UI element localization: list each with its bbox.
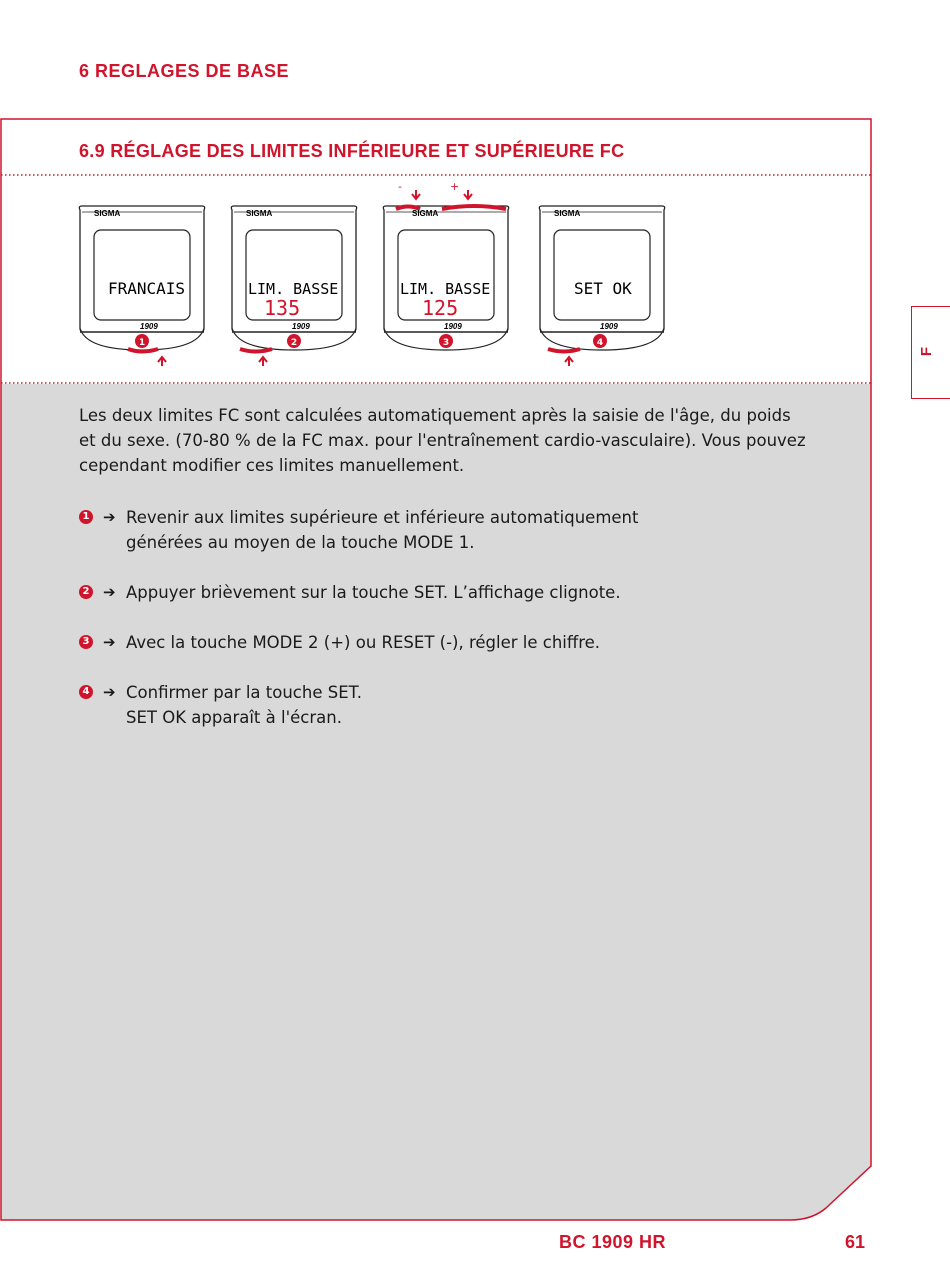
step-marker: 1 bbox=[138, 338, 146, 348]
press-arrow-icon bbox=[158, 357, 166, 366]
step-text: Revenir aux limites supérieure et inférieure automatiquement générées au moyen de la touche MODE 1. bbox=[126, 508, 639, 552]
step-number: 3 bbox=[79, 635, 93, 649]
device-display-line1: SET OK bbox=[574, 279, 632, 298]
intro-paragraph: Les deux limites FC sont calculées automatiquement après la saisie de l'âge, du poids et du sexe. (70-80 % de la FC max. pour l'entraînement cardio-vasculaire). Vous pouvez cependant modifier ces limites manuellement. bbox=[79, 406, 806, 475]
language-tab[interactable] bbox=[911, 306, 950, 399]
press-arrow-icon bbox=[565, 357, 573, 366]
press-arrow-icon bbox=[412, 190, 420, 199]
device-display-line2: 135 bbox=[264, 296, 301, 320]
brand-logo: SIGMA bbox=[412, 209, 439, 218]
footer-model: BC 1909 HR bbox=[559, 1232, 667, 1252]
step-text: Confirmer par la touche SET. SET OK apparaît à l'écran. bbox=[126, 683, 362, 727]
device-display-line1: LIM. BASSE bbox=[248, 280, 339, 298]
device-display-line1: LIM. BASSE bbox=[400, 280, 491, 298]
step-text: Avec la touche MODE 2 (+) ou RESET (-), régler le chiffre. bbox=[126, 633, 601, 652]
step-marker: 4 bbox=[596, 338, 604, 348]
step-marker: 2 bbox=[290, 338, 298, 348]
model-label: 1909 bbox=[140, 322, 158, 331]
device-1 bbox=[79, 206, 204, 366]
brand-logo: SIGMA bbox=[246, 209, 273, 218]
step-text: Appuyer brièvement sur la touche SET. L’affichage clignote. bbox=[126, 583, 621, 602]
model-label: 1909 bbox=[292, 322, 310, 331]
device-4 bbox=[539, 206, 664, 366]
language-tab-label: F bbox=[918, 346, 936, 357]
model-label: 1909 bbox=[444, 322, 462, 331]
step-marker: 3 bbox=[442, 338, 450, 348]
brand-logo: SIGMA bbox=[94, 209, 121, 218]
device-illustrations bbox=[0, 178, 680, 368]
model-label: 1909 bbox=[600, 322, 618, 331]
step-number: 1 bbox=[79, 510, 93, 524]
arrow-icon: ➔ bbox=[103, 508, 116, 526]
brand-logo: SIGMA bbox=[554, 209, 581, 218]
press-arrow-icon bbox=[259, 357, 267, 366]
minus-marker: - bbox=[398, 180, 402, 193]
step-number: 2 bbox=[79, 585, 93, 599]
arrow-icon: ➔ bbox=[103, 583, 116, 601]
device-display-line2: 125 bbox=[422, 296, 459, 320]
device-2 bbox=[231, 206, 356, 366]
subsection-title: 6.9 RÉGLAGE DES LIMITES INFÉRIEURE ET SUPÉRIEURE FC bbox=[79, 141, 625, 161]
device-3 bbox=[383, 180, 508, 350]
section-header: 6 REGLAGES DE BASE bbox=[79, 61, 290, 81]
page-number: 61 bbox=[845, 1232, 866, 1252]
plus-marker: + bbox=[450, 180, 460, 193]
press-arrow-icon bbox=[464, 190, 472, 199]
device-display-line1: FRANCAIS bbox=[108, 279, 186, 298]
arrow-icon: ➔ bbox=[103, 683, 116, 701]
arrow-icon: ➔ bbox=[103, 633, 116, 651]
step-number: 4 bbox=[79, 685, 93, 699]
